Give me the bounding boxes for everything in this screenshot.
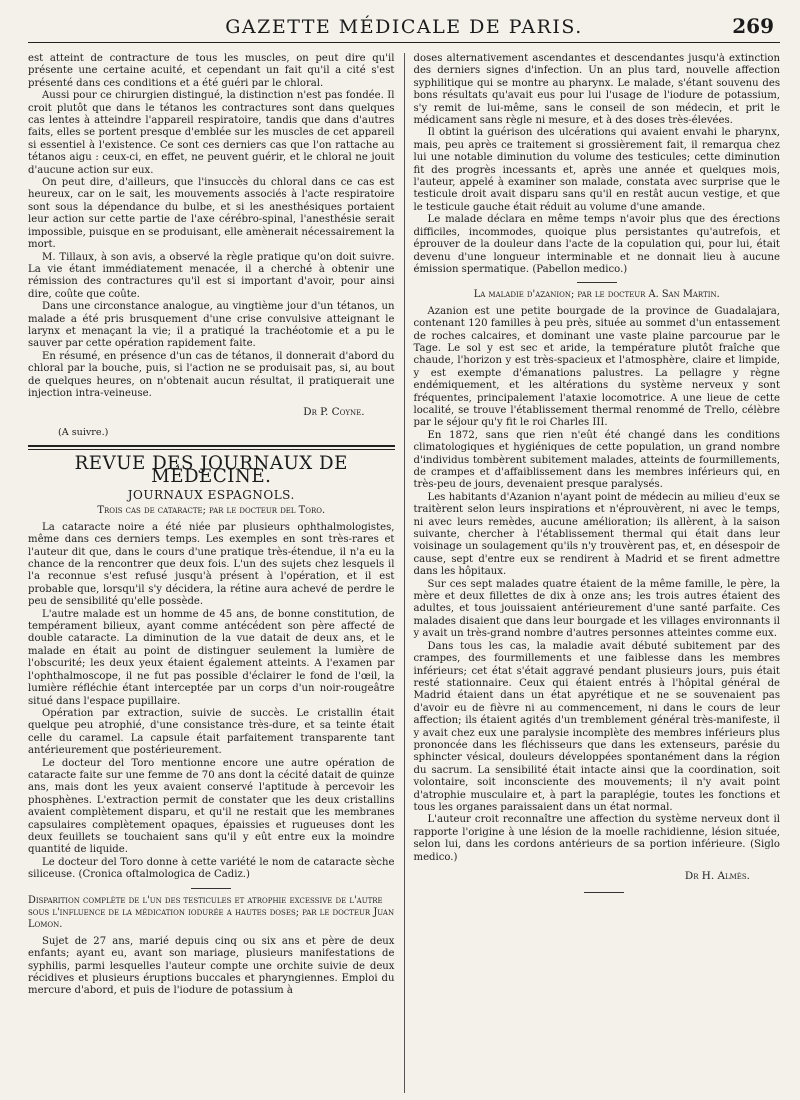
paragraph: Azanion est une petite bourgade de la province de Guadalajara, contenant 120 familles à peu près, située au sommet d'un entassement de roches calcaires, et dominant une vaste plaine parcourue par le Tage. Le sol y est sec et aride, la température plutôt fraîche que chaude, l'horizon y est très-spacieux et l'atmosphère, claire et limpide, y est exempte d'émanations palustres. La pellagre y règne endémiquement, et les altérations du système nerveux y sont fréquentes, principalement l'ataxie locomotrice. A une lieue de cette localité, se trouve l'établissement thermal renommé de Trello, célèbre par le séjour qu'y fit le roi Charles III. [413,305,780,429]
paragraph: est atteint de contracture de tous les muscles, on peut dire qu'il présente une certaine acuité, et cependant un fait qu'il a cité s'est présenté dans ces conditions et a été guéri par le chloral. [28,53,395,89]
article-title: Disparition complète de l'un des testicules et atrophie excessive de l'autre sous l'influence de la médication iodurée a hautes doses; par le docteur Juan Lomon. [28,894,395,931]
paragraph: Dans tous les cas, la maladie avait débuté subitement par des crampes, des fourmillements et une faiblesse dans les membres inférieurs; cet état s'était aggravé pendant plusieurs jours, puis était resté stationnaire. Ceux qui étaient entrés à l'hôpital général de Madrid étaient dans un état apyrétique et ne se souvenaient pas d'avoir eu de fièvre ni au commencement, ni dans le cours de leur affection; ils étaient agités d'un tremblement général très-manifeste, il y avait chez eux une paralysie incomplète des membres inférieurs plus prononcée dans les fléchisseurs que dans les extenseurs, parésie du sphincter vésical, douleurs développées spontanément dans la région du sacrum. La sensibilité était intacte ainsi que la coordination, soit volontaire, soit inconsciente des mouvements; il n'y avait point d'atrophie musculaire et, à part la paraplégie, toutes les fonctions et tous les organes paraissaient dans un état normal. [413,640,780,813]
section-subheading: JOURNAUX ESPAGNOLS. [127,488,295,502]
columns [28,53,780,1093]
paragraph: M. Tillaux, à son avis, a observé la règle pratique qu'on doit suivre. La vie étant immédiatement menacée, il a cherché à obtenir une rémission des contractures qu'il est si important d'avoir, pour ainsi dire, coûte que coûte. [28,251,395,300]
author-signature: Dr H. Almès. [684,870,750,882]
paragraph: Le docteur del Toro mentionne encore une autre opération de cataracte faite sur une femme de 70 ans dont la cécité datait de quinze ans, mais dont les yeux avaient conservé l'aptitude à percevoir les phosphènes. L'extraction permit de constater que les deux cristallins avaient complètement disparu, et qu'il ne restait que les membranes capsulaires complètement opaques, épaissies et rugueuses dont les deux feuillets se touchaient sans qu'il y eût entre eux la moindre quantité de liquide. [28,757,395,856]
paragraph: Aussi pour ce chirurgien distingué, la distinction n'est pas fondée. Il croit plutôt que dans le tétanos les contractures sont dans quelques cas lentes à atteindre l'appareil respiratoire, tandis que dans d'autres faits, elles se portent presque d'emblée sur les muscles de cet appareil si essentiel à l'existence. Ce sont ces derniers cas que l'on rattache au tétanos aigu : ceux-ci, en effet, ne peuvent guérir, et le chloral ne jouit d'aucune action sur eux. [28,90,395,176]
author-signature: Dr P. Coyne. [303,406,365,419]
paragraph: Sur ces sept malades quatre étaient de la même famille, le père, la mère et deux fillettes de dix à onze ans; les trois autres étaient des adultes, et tous jouissaient antérieurement d'une santé parfaite. Ces malades disaient que dans leur bourgade et les villages environnants il y avait un très-grand nombre d'autres personnes atteintes comme eux. [413,578,780,640]
paragraph: Sujet de 27 ans, marié depuis cinq ou six ans et père de deux enfants; ayant eu, avant son mariage, plusieurs manifestations de syphilis, parmi lesquelles l'auteur compte une orchite suivie de deux récidives et plusieurs éruptions buccales et pharyngiennes. Emploi du mercure d'abord, et puis de l'iodure de potassium à [28,935,395,997]
section-divider [28,445,395,450]
paragraph: On peut dire, d'ailleurs, que l'insuccès du chloral dans ce cas est heureux, car on le sait, les mouvements associés à l'acte respiratoire sont sous la dépendance du bulbe, et si les anesthésiques portaient leur action sur cette partie de l'axe cérébro-spinal, l'anesthésie serait impossible, puisque en se produisant, elle amènerait nécessairement la mort. [28,177,395,251]
paragraph: Opération par extraction, suivie de succès. Le cristallin était quelque peu atrophié, d'une consistance très-dure, et sa teinte était celle du caramel. La capsule était parfaitement transparente tant antérieurement que postérieurement. [28,707,395,757]
paragraph: L'autre malade est un homme de 45 ans, de bonne constitution, de tempérament bilieux, ayant comme antécédent son père affecté de double cataracte. La diminution de la vue datait de deux ans, et le malade en était au point de distinguer seulement la lumière de l'obscurité; les deux yeux étaient également atteints. A l'examen par l'ophthalmoscope, il ne fut pas possible d'éclairer le fond de l'œil, la lumière réfléchie étant interceptée par un corps d'un noir-rougeâtre situé dans l'espace pupillaire. [28,608,395,707]
paragraph: Les habitants d'Azanion n'ayant point de médecin au milieu d'eux se traitèrent selon leurs inspirations et n'éprouvèrent, ni avec le temps, ni avec leurs remèdes, aucune amélioration; ils allèrent, à la saison suivante, chercher à l'établissement thermal qui était dans leur voisinage un soulagement qu'ils n'y trouvèrent pas, et, en désespoir de cause, sept d'entre eux se rendirent à Madrid et se firent admettre dans les hôpitaux. [413,491,780,578]
page-number: 269 [732,14,774,38]
article-divider [191,888,231,889]
left-column [28,53,405,1093]
right-column [405,53,781,1093]
paragraph: La cataracte noire a été niée par plusieurs ophthalmologistes, même dans ces derniers temps. Les exemples en sont très-rares et l'auteur dit que, dans le cours d'une pratique très-étendue, il n'a eu la chance de la rencontrer que deux fois. L'un des sujets chez lesquels il l'a reconnue s'est refusé jusqu'à présent à l'opération, et il est probable que, lorsqu'il s'y décidera, la rétine aura achevé de perdre le peu de sensibilité qu'elle possède. [28,521,395,608]
journal-title: GAZETTE MÉDICALE DE PARIS. [225,16,583,38]
page-header [28,12,780,43]
paragraph: Le malade déclara en même temps n'avoir plus que des érections difficiles, incommodes, quoique plus persistantes qu'autrefois, et éprouver de la douleur dans l'acte de la copulation qui, pour lui, était devenu d'une longueur interminable et ne donnait lieu à aucune émission spermatique. (Pabellon medico.) [413,214,780,275]
paragraph: En résumé, en présence d'un cas de tétanos, il donnerait d'abord du chloral par la bouche, puis, si l'action ne se produisait pas, si, au bout de quelques heures, on n'obtenait aucun résultat, il pratiquerait une injection intra-veineuse. [28,350,395,399]
section-heading: REVUE DES JOURNAUX DE MÉDECINE. [74,453,348,487]
paragraph: Il obtint la guérison des ulcérations qui avaient envahi le pharynx, mais, peu après ce traitement si grossièrement fait, il remarqua chez lui une notable diminution du volume des testicules; cette diminution fit des progrès incessants et, après une année et quelques mois, l'auteur, appelé à examiner son malade, constata avec surprise que le testicule droit avait disparu sans qu'il en restât aucun vestige, et que le testicule gauche était réduit au volume d'une amande. [413,127,780,213]
paragraph: L'auteur croit reconnaître une affection du système nerveux dont il rapporte l'origine à une lésion de la moelle rachidienne, lésion située, selon lui, dans les cordons antérieurs de sa portion inférieure. (Siglo medico.) [413,814,780,863]
paragraph: Dans une circonstance analogue, au vingtième jour d'un tétanos, un malade a été pris brusquement d'une crise convulsive atteignant le larynx et menaçant la vie; il a pratiqué la trachéotomie et a pu le sauver par cette opération rapidement faite. [28,301,395,350]
paragraph: Le docteur del Toro donne à cette variété le nom de cataracte sèche siliceuse. (Cronica oftalmologica de Cadiz.) [28,856,395,881]
paragraph: En 1872, sans que rien n'eût été changé dans les conditions climatologiques et hygiéniques de cette population, un grand nombre d'individus tombèrent subitement malades, atteints de fourmillements, de crampes et d'affaiblissement dans les membres inférieurs qui, en très-peu de jours, devenaient presque paralysés. [413,429,780,491]
article-divider [577,282,617,283]
article-title: Trois cas de cataracte; par le docteur del Toro. [97,505,326,517]
to-be-continued-note: (A suivre.) [58,426,109,438]
article-divider [584,892,624,893]
paragraph: doses alternativement ascendantes et descendantes jusqu'à extinction des derniers signes d'infection. Un an plus tard, nouvelle affection syphilitique qui se montre au pharynx. Le malade, s'étant souvenu des bons résultats qu'avait eus pour lui l'usage de l'iodure de potassium, s'y remit de lui-même, sans le conseil de son médecin, et prit le médicament sans règle ni mesure, et à des doses très-élevées. [413,53,780,127]
article-title: La maladie d'azanion; par le docteur A. San Martin. [473,289,720,301]
